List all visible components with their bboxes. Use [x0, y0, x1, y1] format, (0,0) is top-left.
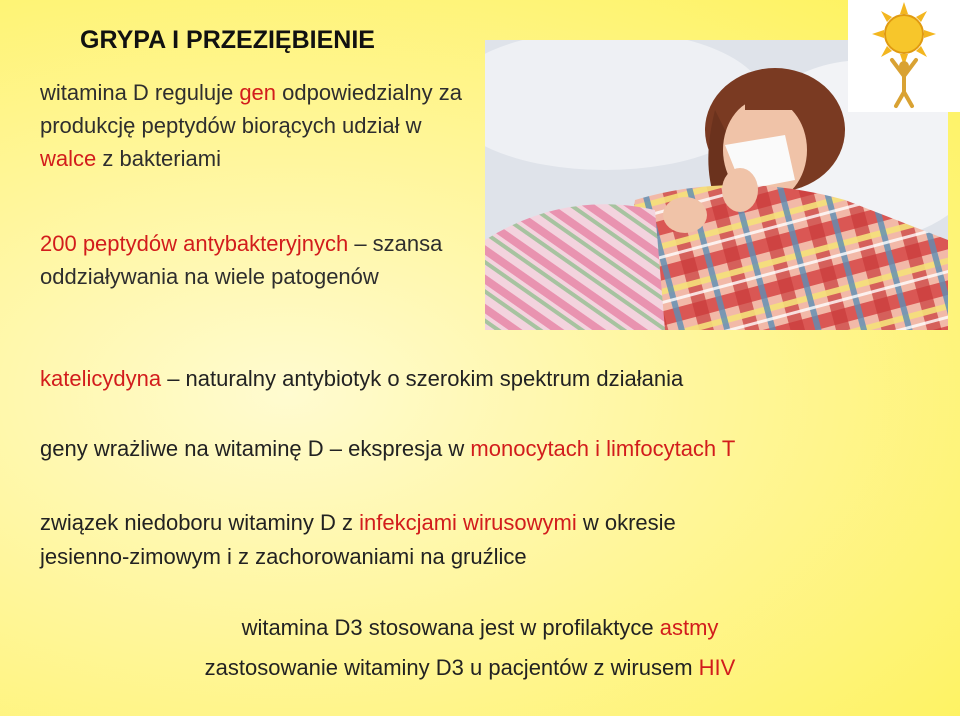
sun-figure-icon [848, 0, 960, 112]
line-genes [40, 436, 735, 462]
text: witamina D reguluje [40, 80, 240, 105]
highlight-viral-infections: infekcjami wirusowymi [359, 510, 577, 535]
highlight-hiv: HIV [698, 655, 736, 680]
paragraph-peptides [40, 227, 480, 293]
highlight-katelicydyna: katelicydyna [40, 366, 162, 391]
text: odpowiedzialny za produkcję peptydów biorących udział w [40, 80, 462, 138]
line-asthma [0, 615, 960, 641]
line-hiv [0, 655, 950, 681]
text: związek niedoboru witaminy D z [40, 510, 360, 535]
text: jesienno-zimowym i z zachorowaniami na gruźlice [40, 544, 527, 569]
text: geny wrażliwe na witaminę D – ekspresja w [40, 436, 471, 461]
line-deficiency [40, 506, 676, 574]
sun-figure-panel [848, 0, 960, 112]
highlight-peptides: 200 peptydów antybakteryjnych [40, 231, 349, 256]
paragraph-gene-regulation [40, 76, 480, 175]
text: w okresie [576, 510, 676, 535]
highlight-walce: walce [40, 146, 97, 171]
text: z bakteriami [96, 146, 221, 171]
text: – naturalny antybiotyk o szerokim spektrum działania [161, 366, 684, 391]
text: zastosowanie witaminy D3 u pacjentów z wirusem [204, 655, 699, 680]
text: witamina D3 stosowana jest w profilaktyce [241, 615, 660, 640]
line-katelicydyna [40, 366, 683, 392]
text: – szansa oddziaływania na wiele patogenów [40, 231, 443, 289]
highlight-asthma: astmy [659, 615, 719, 640]
highlight-monocytes: monocytach i limfocytach T [470, 436, 736, 461]
slide-title: GRYPA I PRZEZIĘBIENIE [80, 26, 375, 54]
highlight-gen: gen [239, 80, 277, 105]
